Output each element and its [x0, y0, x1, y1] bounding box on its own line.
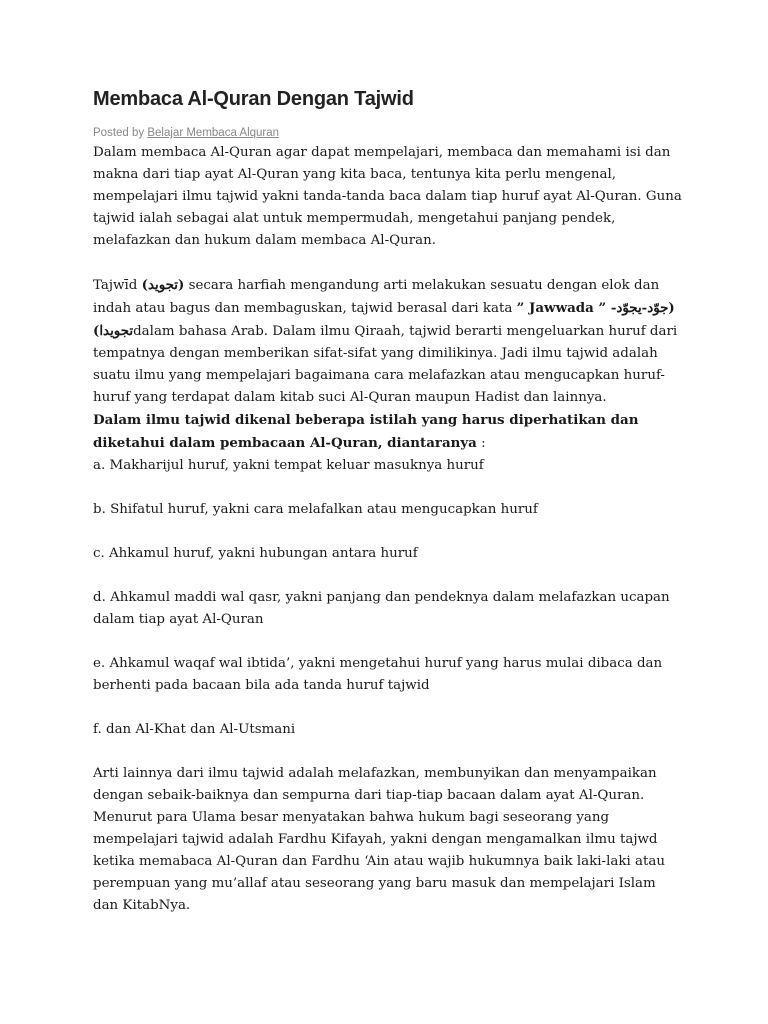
tajwid-text-1: secara harfiah mengandung arti melakukan sesuatu dengan elok dan indah atau bagus dan membaguskan, tajwid berasal dari kata [93, 278, 660, 316]
tajwid-paragraph [93, 274, 683, 409]
tajwid-text-2: dalam bahasa Arab. Dalam ilmu Qiraah, tajwid berarti mengeluarkan huruf dari tempatnya dengan memberikan sifat-sifat yang dimilikinya. Jadi ilmu tajwid adalah suatu ilmu yang mempelajari bagaimana cara melafazkan atau mengucapkan huruf-huruf yang terdapat dalam kitab suci Al-Quran maupun Hadist dan lainnya. [93, 324, 678, 405]
term-item-c: c. Ahkamul huruf, yakni hubungan antara huruf [93, 546, 418, 561]
article-body [93, 142, 683, 917]
term-item-e: e. Ahkamul waqaf wal ibtida’, yakni mengetahui huruf yang harus mulai dibaca dan berhenti pada bacaan bila ada tanda huruf tajwid [93, 656, 663, 693]
terms-heading: Dalam ilmu tajwid dikenal beberapa istilah yang harus diperhatikan dan diketahui dalam pembacaan Al-Quran, diantaranya : [93, 412, 639, 451]
tajwid-word: Tajwīd [93, 278, 138, 293]
closing-paragraph: Arti lainnya dari ilmu tajwid adalah melafazkan, membunyikan dan menyampaikan dengan sebaik-baiknya dan sempurna dari tiap-tiap bacaan dalam ayat Al-Quran. Menurut para Ulama besar menyatakan bahwa hukum bagi seseorang yang mempelajari tajwid adalah Fardhu Kifayah, yakni dengan mengamalkan ilmu tajwd ketika memabaca Al-Quran dan Fardhu ‘Ain atau wajib hukumnya baik laki-laki atau perempuan yang mu’allaf atau seseorang yang baru masuk dan mempelajari Islam dan KitabNya. [93, 766, 665, 913]
intro-paragraph: Dalam membaca Al-Quran agar dapat mempelajari, membaca dan memahami isi dan makna dari tiap ayat Al-Quran yang kita baca, tentunya kita perlu mengenal, mempelajari ilmu tajwid yakni tanda-tanda baca dalam tiap huruf ayat Al-Quran. Guna tajwid ialah sebagai alat untuk mempermudah, mengetahui panjang pendek, melafazkan dan hukum dalam membaca Al-Quran. [93, 145, 682, 248]
article [93, 86, 683, 917]
tajwid-arabic: (تجويد) [141, 277, 185, 293]
jawwada-quote-close: ” [593, 300, 611, 316]
jawwada-word: Jawwada [529, 300, 594, 316]
term-item-b: b. Shifatul huruf, yakni cara melafalkan atau mengucapkan huruf [93, 502, 538, 517]
term-item-a: a. Makharijul huruf, yakni tempat keluar masuknya huruf [93, 458, 484, 473]
term-item-f: f. dan Al-Khat dan Al-Utsmani [93, 722, 296, 737]
author-link[interactable]: Belajar Membaca Alquran [147, 127, 280, 139]
posted-by-label: Posted by [93, 127, 145, 139]
jawwada-quote-open: ” [516, 300, 530, 316]
article-title: Membaca Al-Quran Dengan Tajwid [93, 88, 414, 110]
term-item-d: d. Ahkamul maddi wal qasr, yakni panjang dan pendeknya dalam melafazkan ucapan dalam tiap ayat Al-Quran [93, 590, 670, 627]
byline [93, 126, 683, 140]
jawwada-arabic: (جوّد-يجوّد-تجويدا) [93, 300, 675, 339]
